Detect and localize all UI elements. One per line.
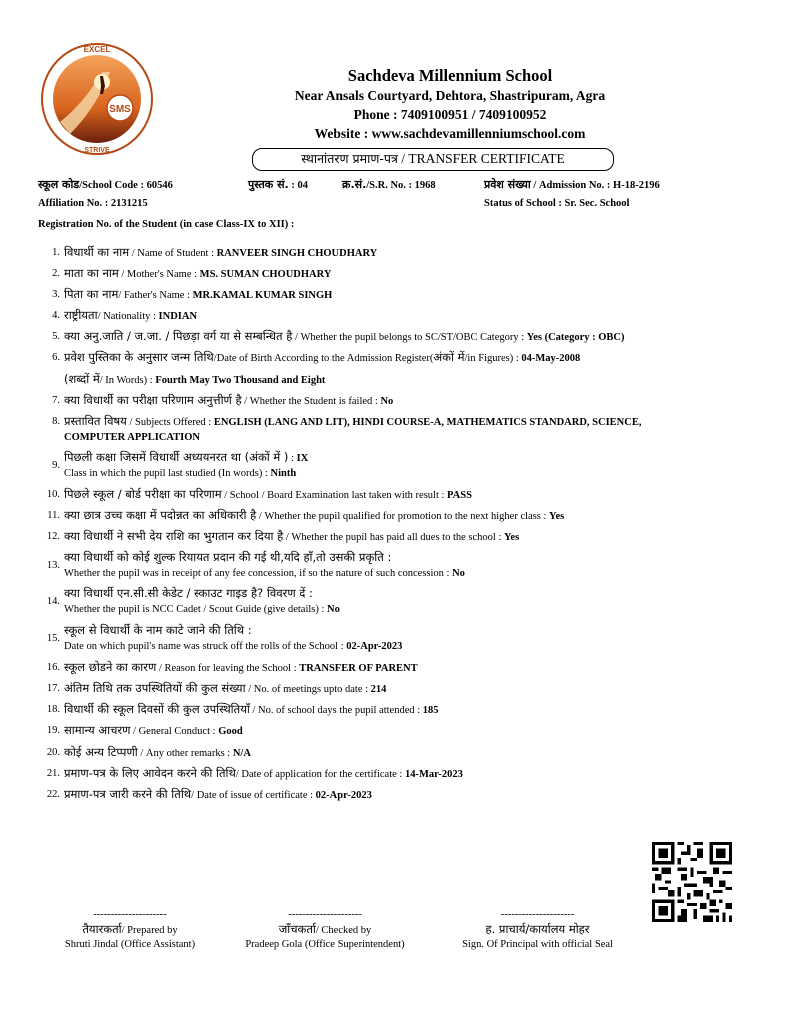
school-website: Website : www.sachdevamillenniumschool.com: [314, 126, 586, 141]
logo-bottom-text: STRIVE: [84, 147, 110, 154]
sr-no-value: /S.R. No. : 1968: [366, 180, 436, 191]
logo-center-text: SMS: [109, 104, 131, 115]
signature-checked-by: --------------------- जाँचकर्ता/ Checked by Pradeep Gola (Office Superintendent): [245, 909, 405, 950]
registration-line: Registration No. of the Student (in case Class-IX to XII) :: [38, 219, 295, 230]
school-code-hindi: स्कूल कोड: [38, 178, 80, 191]
school-status: Status of School : Sr. Sec. School: [484, 198, 630, 209]
school-address: Near Ansals Courtyard, Dehtora, Shastripuram, Agra: [294, 88, 606, 103]
qr-code: [652, 842, 732, 922]
sr-no: [342, 177, 436, 192]
book-no-value: : 04: [288, 180, 308, 191]
admission-no: [484, 177, 660, 192]
school-logo: [40, 42, 154, 156]
logo-top-text: EXCEL: [83, 45, 111, 54]
book-no-hindi: पुस्तक सं.: [248, 178, 289, 191]
sr-no-hindi: क्र.सं.: [342, 178, 367, 191]
school-phone: Phone : 7409100951 / 7409100952: [353, 107, 547, 122]
school-code-value: /School Code : 60546: [79, 180, 173, 191]
signature-prepared-by: --------------------- तैयारकर्ता/ Prepared by Shruti Jindal (Office Assistant): [64, 909, 196, 950]
school-header: [240, 66, 660, 143]
admission-no-hindi: प्रवेश संख्या: [484, 178, 531, 191]
certificate-title-english: / TRANSFER CERTIFICATE: [397, 151, 565, 166]
affiliation-no: Affiliation No. : 2131215: [38, 198, 148, 209]
certificate-title-hindi: स्थानांतरण प्रमाण-पत्र: [301, 151, 398, 166]
school-code: [38, 177, 173, 192]
certificate-title: [252, 148, 614, 171]
book-no: [248, 177, 308, 192]
signature-principal: --------------------- ह. प्राचार्य/कार्यालय मोहर Sign. Of Principal with official Seal: [462, 909, 613, 950]
school-name: Sachdeva Millennium School: [347, 66, 553, 85]
admission-no-value: / Admission No. : H-18-2196: [530, 180, 660, 191]
